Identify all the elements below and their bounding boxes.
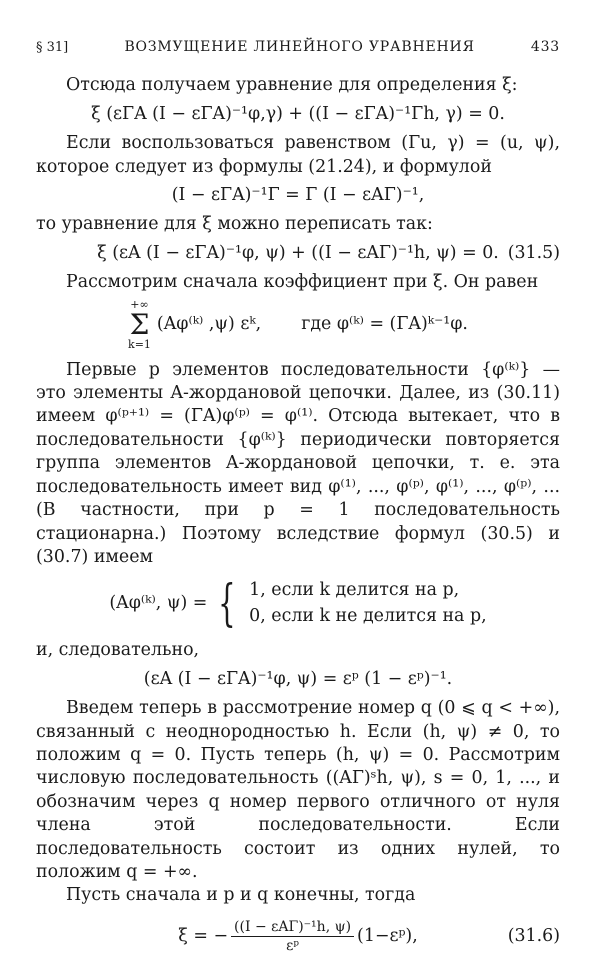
- series-term: (Aφ⁽ᵏ⁾ ,ψ) εᵏ,: [156, 313, 262, 334]
- section-marker: § 31]: [36, 40, 69, 55]
- left-brace: {: [218, 574, 237, 633]
- cases-formula: [36, 574, 560, 633]
- paragraph-3: то уравнение для ξ можно переписать так:: [36, 214, 433, 235]
- equation-1: ξ (εΓA (I − εΓA)⁻¹φ,γ) + ((I − εΓA)⁻¹Γh, γ) = 0.: [91, 103, 505, 124]
- paragraph-8: Пусть сначала и p и q конечны, тогда: [66, 885, 416, 906]
- paragraph-6: и, следовательно,: [36, 640, 200, 661]
- series-formula: [36, 299, 560, 351]
- sum-lower-limit: k=1: [128, 337, 151, 351]
- fraction-denominator: εᵖ: [286, 937, 299, 954]
- case-row-2: 0, если k не делится на p,: [249, 606, 487, 627]
- sum-symbol: [128, 299, 151, 351]
- equation-31-5: [36, 242, 560, 265]
- equation-number-31-5: (31.5): [507, 242, 560, 263]
- sum-upper-limit: +∞: [130, 297, 149, 311]
- chapter-title: ВОЗМУЩЕНИЕ ЛИНЕЙНОГО УРАВНЕНИЯ: [124, 39, 475, 55]
- paragraph-4: Рассмотрим сначала коэффициент при ξ. Он равен: [66, 272, 539, 293]
- equation-31-6: [36, 918, 560, 955]
- equation-31-5-body: ξ (εA (I − εΓA)⁻¹φ, ψ) + ((I − εAΓ)⁻¹h, ψ) = 0.: [97, 242, 499, 263]
- case-row-1: 1, если k делится на p,: [249, 580, 460, 601]
- series-definition: где φ⁽ᵏ⁾ = (ΓA)ᵏ⁻¹φ.: [301, 313, 468, 334]
- equation-4: (εA (I − εΓA)⁻¹φ, ψ) = εᵖ (1 − εᵖ)⁻¹.: [143, 668, 453, 689]
- sigma-glyph: Σ: [129, 307, 150, 341]
- cases-rows: [249, 577, 486, 629]
- equation-31-6-rhs: (1−εᵖ),: [357, 925, 418, 946]
- fraction-numerator: ((I − εAΓ)⁻¹h, ψ): [231, 918, 354, 937]
- paragraph-5: Первые p элементов последовательности {φ⁽ᵏ⁾} — это элементы A-жордановой цепочки. Далее, из (30.11) имеем φ⁽ᵖ⁺¹⁾ = (ΓA)φ⁽ᵖ⁾ = φ⁽¹⁾. Отсюда вытекает, что в последовательности {φ⁽ᵏ⁾} периодически повторяется группа элементов A-жордановой цепочки, т. е. эта последовательность имеет вид φ⁽¹⁾, ..., φ⁽ᵖ⁾, φ⁽¹⁾, ..., φ⁽ᵖ⁾, ... (В частности, при p = 1 последовательность стационарна.) Поэтому вследствие формул (30.5) и (30.7) имеем: [36, 359, 560, 567]
- fraction: [231, 918, 354, 955]
- page-number: 433: [530, 39, 560, 55]
- cases-lhs: (Aφ⁽ᵏ⁾, ψ) =: [109, 592, 208, 613]
- paragraph-2: Если воспользоваться равенством (Γu, γ) = (u, ψ), которое следует из формулы (21.24), и формулой: [36, 133, 560, 177]
- paragraph-1: Отсюда получаем уравнение для определения ξ:: [66, 75, 518, 96]
- equation-31-6-lhs: ξ = −: [178, 925, 229, 946]
- running-header: [36, 36, 560, 59]
- equation-number-31-6: (31.6): [507, 925, 560, 946]
- equation-2: (I − εΓA)⁻¹Γ = Γ (I − εAΓ)⁻¹,: [171, 185, 425, 206]
- paragraph-7: Введем теперь в рассмотрение номер q (0 ⩽ q < +∞), связанный с неоднородностью h. Если (h, ψ) ≠ 0, то положим q = 0. Пусть теперь (h, ψ) = 0. Рассмотрим числовую последовательность ((AΓ)ˢh, ψ), s = 0, 1, ..., и обозначим через q номер первого отличного от нуля члена этой последовательности. Если последовательность состоит из одних нулей, то положим q = +∞.: [36, 698, 560, 882]
